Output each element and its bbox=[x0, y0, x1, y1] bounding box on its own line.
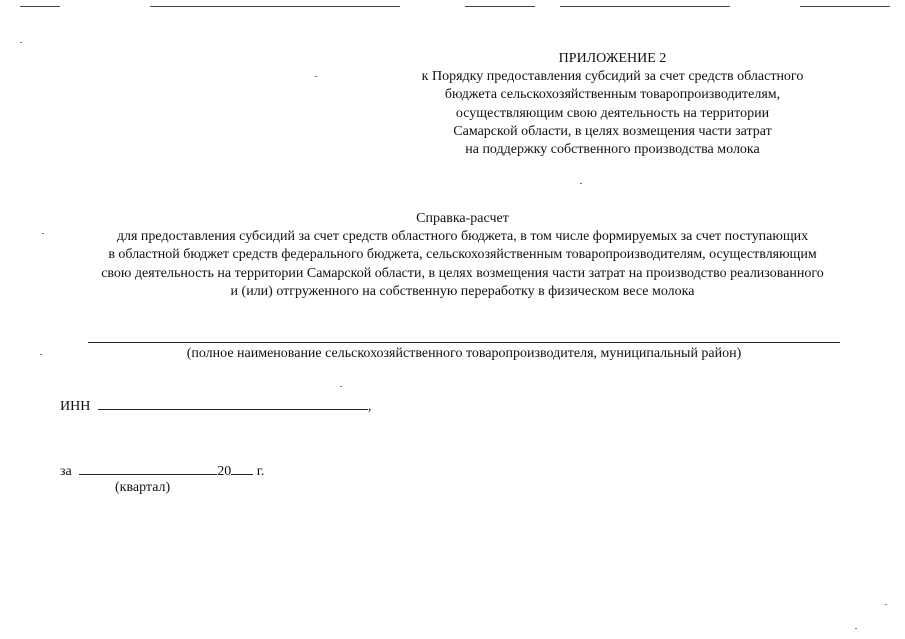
year-suffix: г. bbox=[256, 464, 265, 479]
period-row bbox=[60, 461, 264, 481]
scan-speck bbox=[580, 183, 582, 184]
scan-artifact-line bbox=[150, 6, 400, 7]
certificate-line: свою деятельность на территории Самарской области, в целях возмещения части затрат на производство реализованного bbox=[101, 265, 824, 281]
appendix-title: ПРИЛОЖЕНИЕ 2 bbox=[558, 51, 667, 66]
certificate-title: Справка-расчет bbox=[416, 211, 509, 226]
appendix-line: осуществляющим свою деятельность на территории bbox=[455, 105, 770, 121]
certificate-heading bbox=[60, 210, 865, 301]
inn-row bbox=[60, 396, 371, 416]
quarter-field[interactable] bbox=[79, 461, 217, 475]
year-field[interactable] bbox=[231, 461, 253, 475]
quarter-caption: (квартал) bbox=[115, 480, 171, 495]
scan-speck bbox=[340, 386, 342, 387]
scan-speck bbox=[315, 76, 317, 77]
period-prefix: за bbox=[60, 464, 72, 479]
scan-artifact-line bbox=[20, 6, 60, 7]
scan-speck bbox=[20, 42, 22, 43]
appendix-line: Самарской области, в целях возмещения части затрат bbox=[453, 123, 772, 139]
producer-name-caption: (полное наименование сельскохозяйственного товаропроизводителя, муниципальный район) bbox=[186, 346, 742, 361]
scan-artifact-line bbox=[560, 6, 730, 7]
certificate-line: и (или) отгруженного на собственную переработку в физическом весе молока bbox=[230, 283, 695, 299]
appendix-line: на поддержку собственного производства молока bbox=[465, 142, 760, 158]
year-prefix: 20 bbox=[217, 464, 232, 479]
inn-label: ИНН bbox=[60, 399, 91, 414]
inn-field[interactable] bbox=[98, 396, 368, 410]
certificate-line: в областной бюджет средств федерального бюджета, сельскохозяйственным товаропроизводителям, осуществляющим bbox=[108, 247, 817, 263]
appendix-header bbox=[350, 50, 875, 159]
appendix-line: бюджета сельскохозяйственным товаропроизводителям, bbox=[444, 87, 781, 103]
scan-artifact-line bbox=[800, 6, 890, 7]
appendix-line: к Порядку предоставления субсидий за счет средств областного bbox=[421, 69, 804, 85]
scan-speck bbox=[885, 604, 887, 605]
certificate-line: для предоставления субсидий за счет средств областного бюджета, в том числе формируемых за счет поступающих bbox=[116, 229, 809, 245]
scan-speck bbox=[40, 354, 42, 355]
inn-comma: , bbox=[367, 399, 372, 414]
scan-speck bbox=[855, 628, 857, 629]
scan-artifact-line bbox=[465, 6, 535, 7]
producer-name-field[interactable] bbox=[88, 342, 840, 343]
scan-speck bbox=[42, 233, 44, 234]
